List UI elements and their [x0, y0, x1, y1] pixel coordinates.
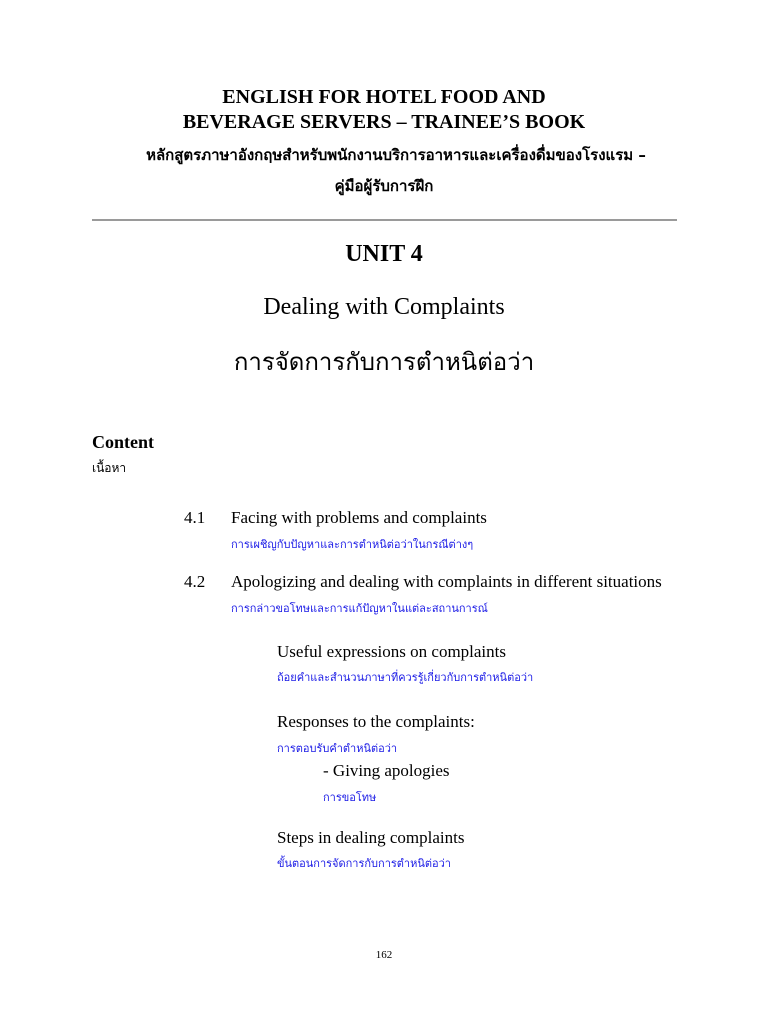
book-title-line-2: BEVERAGE SERVERS – TRAINEE’S BOOK: [182, 111, 586, 133]
item-number: 4.2: [184, 572, 206, 591]
page-number: 162: [375, 949, 393, 961]
subitem-english: - Giving apologies: [323, 761, 450, 780]
subitem-thai: การขอโทษ: [323, 791, 377, 804]
item-english: Facing with problems and complaints: [231, 508, 487, 527]
item-english: Apologizing and dealing with complaints in different situations: [231, 572, 662, 591]
item-thai: การเผชิญกับปัญหาและการตำหนิต่อว่าในกรณีต่างๆ: [231, 538, 474, 551]
unit-title: UNIT 4: [345, 241, 423, 267]
subitem-english: Useful expressions on complaints: [277, 642, 506, 661]
content-heading: Content: [92, 432, 154, 452]
book-title-thai-line-2: คู่มือผู้รับการฝึก: [334, 177, 434, 195]
subitem-english: Steps in dealing complaints: [277, 828, 465, 847]
item-number: 4.1: [184, 508, 206, 527]
item-thai: การกล่าวขอโทษและการแก้ปัญหาในแต่ละสถานการณ์: [231, 602, 488, 615]
unit-subtitle: Dealing with Complaints: [263, 294, 505, 320]
subitem-thai: การตอบรับคำตำหนิต่อว่า: [277, 742, 398, 755]
book-title-thai-line-1: หลักสูตรภาษาอังกฤษสำหรับพนักงานบริการอาหารและเครื่องดื่มของโรงแรม –: [146, 146, 646, 164]
unit-subtitle-thai: การจัดการกับการตำหนิต่อว่า: [233, 348, 535, 376]
content-heading-thai: เนื้อหา: [92, 461, 127, 475]
header-divider: [92, 219, 677, 221]
book-title-line-1: ENGLISH FOR HOTEL FOOD AND: [222, 86, 546, 108]
subitem-thai: ถ้อยคำและสำนวนภาษาที่ควรรู้เกี่ยวกับการตำหนิต่อว่า: [277, 671, 534, 684]
subitem-thai: ขั้นตอนการจัดการกับการตำหนิต่อว่า: [277, 857, 451, 870]
subitem-english: Responses to the complaints:: [277, 712, 475, 731]
